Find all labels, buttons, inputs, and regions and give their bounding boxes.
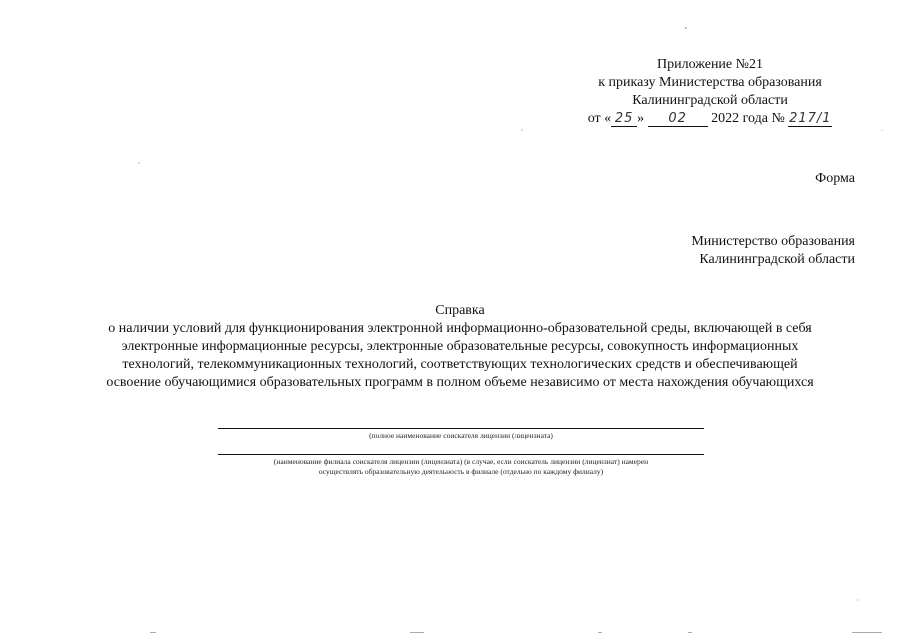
branch-name-rule bbox=[218, 454, 704, 455]
addressee-line-2: Калининградской области bbox=[699, 252, 855, 267]
addressee-block bbox=[635, 233, 855, 269]
appendix-region: Калининградской области bbox=[632, 93, 788, 108]
title-line-3: технологий, телекоммуникационных технологий, соответствующих технологических средств и обеспечивающей bbox=[122, 357, 798, 372]
title-heading: Справка bbox=[435, 303, 485, 318]
applicant-name-rule bbox=[218, 428, 704, 429]
addressee-line-1: Министерство образования bbox=[691, 234, 855, 249]
title-line-4: освоение обучающимися образовательных программ в полном объеме независимо от места нахождения обучающихся bbox=[106, 375, 814, 390]
branch-name-field bbox=[218, 454, 704, 477]
applicant-name-caption: (полное наименование соискателя лицензии (лицензиата) bbox=[369, 431, 553, 440]
document-title bbox=[60, 302, 860, 392]
appendix-header bbox=[560, 56, 860, 128]
form-label: Форма bbox=[815, 171, 855, 186]
title-line-2: электронные информационные ресурсы, электронные образовательные ресурсы, совокупность информационных bbox=[121, 339, 799, 354]
branch-caption-line-1: (наименование филиала соискателя лицензии (лицензиата) (в случае, если соискатель лицензии (лицензиат) намерен bbox=[273, 457, 649, 466]
appendix-number: Приложение №21 bbox=[657, 57, 763, 72]
date-prefix: от « bbox=[587, 111, 612, 126]
date-day-close: » bbox=[637, 111, 645, 126]
applicant-name-field bbox=[218, 428, 704, 441]
title-line-1: о наличии условий для функционирования электронной информационно-образовательной среды, включающей в себя bbox=[108, 321, 812, 336]
date-month-handwritten: 02 bbox=[648, 112, 708, 127]
appendix-order-ref: к приказу Министерства образования bbox=[598, 75, 822, 90]
date-year-text: 2022 года № bbox=[711, 111, 785, 126]
branch-caption-line-2: осуществлять образовательную деятельность в филиале (отдельно по каждому филиалу) bbox=[318, 467, 604, 476]
order-number-handwritten: 217/1 bbox=[789, 111, 832, 126]
order-date-line bbox=[560, 110, 860, 128]
date-day-handwritten: 25 bbox=[611, 112, 637, 127]
